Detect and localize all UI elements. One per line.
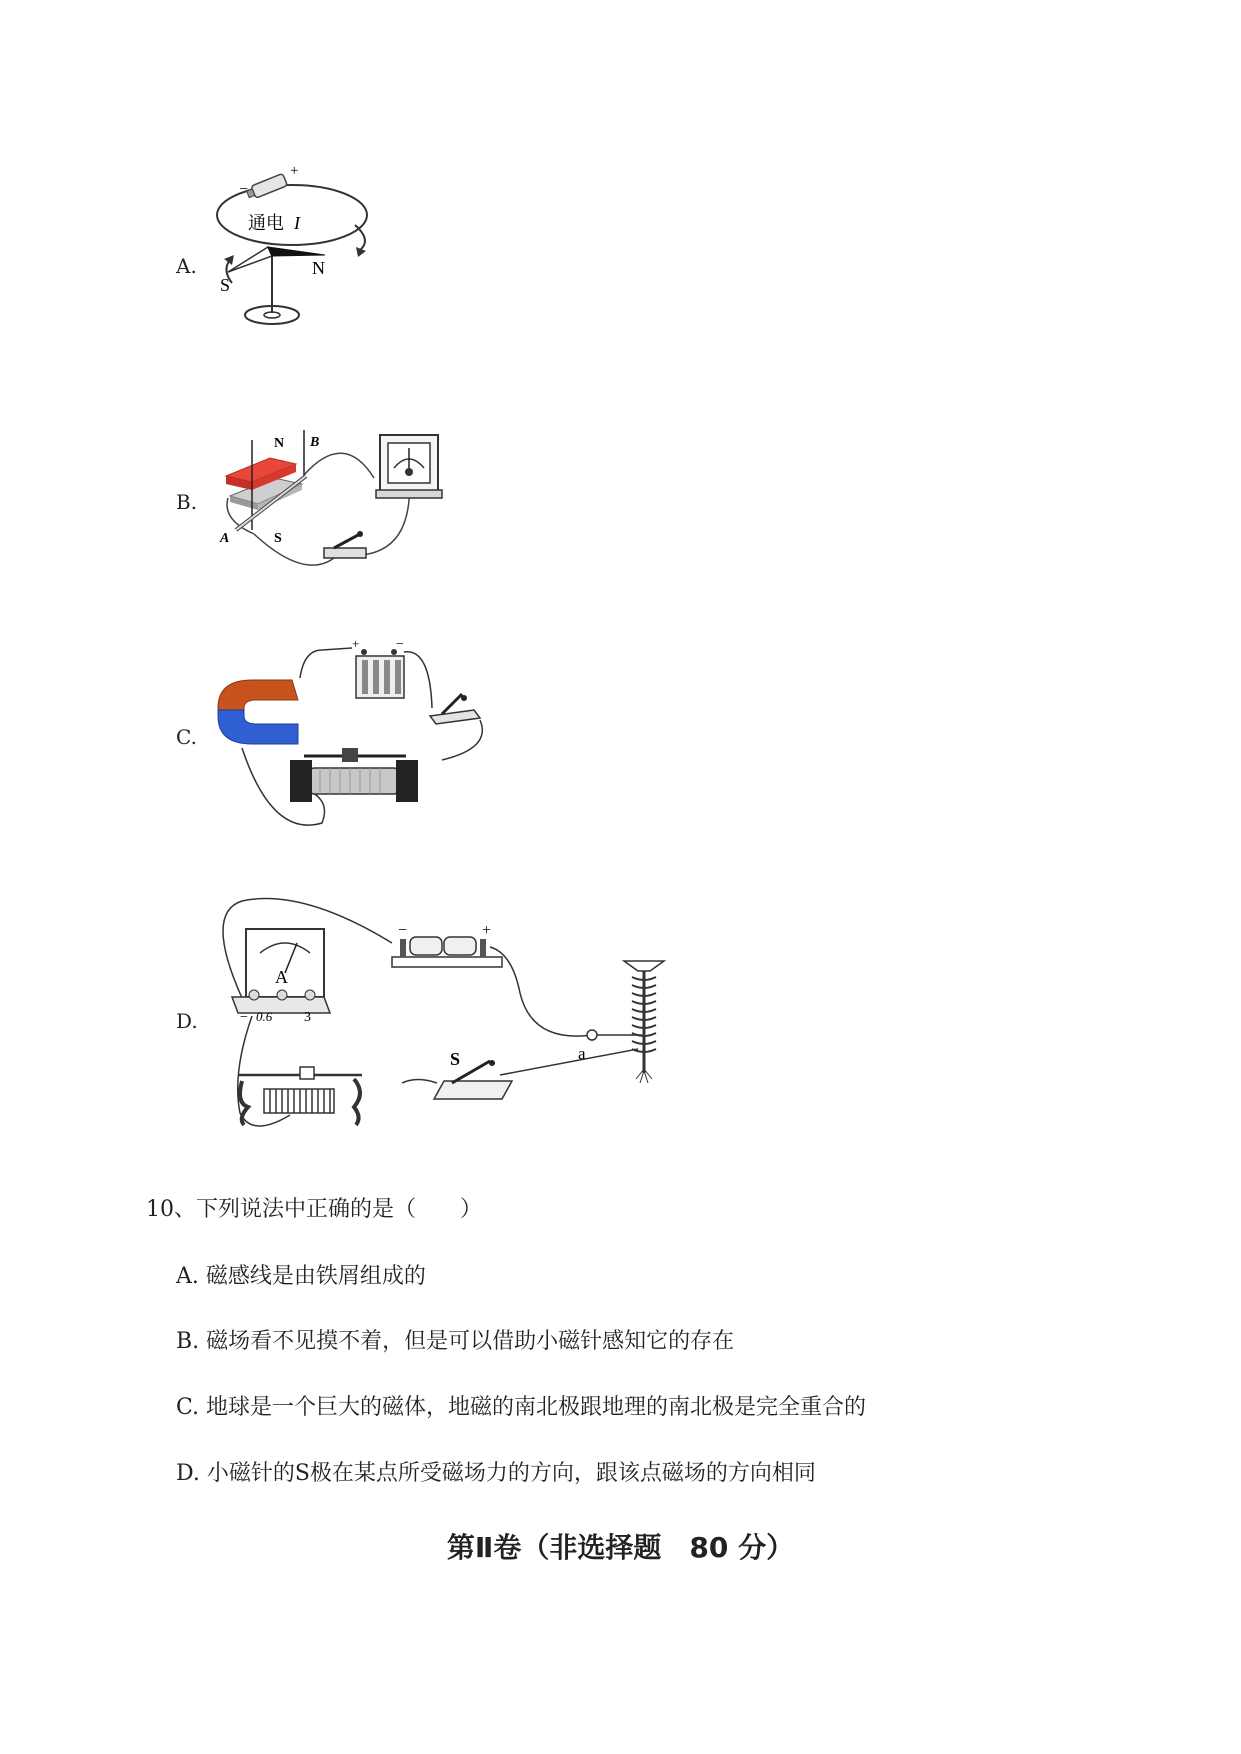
point-a-marker [587, 1030, 597, 1040]
answer-option-c[interactable] [176, 1390, 866, 1421]
point-a-label: a [578, 1044, 586, 1063]
end-a-label: A [220, 531, 230, 546]
plus-sign: + [290, 163, 299, 179]
south-label: S [220, 275, 231, 295]
wire-top [300, 648, 352, 678]
answer-option-b-text: 磁场看不见摸不着，但是可以借助小磁针感知它的存在 [206, 1329, 735, 1354]
u-magnet [218, 680, 298, 744]
needle-south [228, 247, 272, 272]
needle-north [268, 247, 325, 256]
battery-minus: − [396, 638, 404, 652]
terminal-minus: − [240, 1010, 248, 1025]
wire-b [304, 453, 374, 478]
option-d-label[interactable]: D. [176, 1009, 198, 1033]
ammeter-label: A [275, 967, 288, 987]
north-label: N [274, 436, 285, 451]
question-10-text: 10、下列说法中正确的是（ ） [146, 1197, 482, 1222]
answer-option-d[interactable] [176, 1456, 816, 1487]
battery-plus: + [482, 922, 492, 939]
south-label: S [274, 531, 282, 546]
answer-option-c-label: C. [176, 1395, 200, 1420]
option-c-figure [212, 638, 497, 833]
battery-minus: − [398, 922, 408, 939]
answer-option-c-text: 地球是一个巨大的磁体，地磁的南北极跟地理的南北极是完全重合的 [206, 1395, 867, 1420]
north-label: N [312, 258, 325, 278]
switch [430, 694, 480, 724]
terminal-3: 3 [304, 1010, 311, 1025]
galvanometer [376, 435, 442, 498]
option-b-figure [214, 430, 459, 580]
arrow-left [224, 255, 234, 265]
terminal-06: 0.6 [256, 1009, 273, 1024]
minus-sign: − [239, 181, 249, 198]
answer-option-d-label: D. [176, 1461, 200, 1486]
current-symbol: I [294, 213, 300, 233]
option-a-label[interactable]: A. [176, 254, 197, 278]
battery-plus: + [352, 638, 360, 651]
answer-option-a-label: A. [176, 1264, 199, 1289]
switch [434, 1060, 512, 1099]
current-label: 通电 [248, 213, 284, 233]
rheostat [238, 1067, 362, 1125]
rheostat [290, 748, 418, 802]
electromagnet [624, 961, 664, 1083]
answer-option-b-label: B. [176, 1329, 200, 1354]
option-a-figure [210, 155, 375, 365]
answer-option-a[interactable] [176, 1259, 426, 1290]
switch-label: S [450, 1049, 461, 1069]
section-title: 第Ⅱ卷（非选择题 80 分） [446, 1531, 795, 1564]
option-c-label[interactable]: C. [176, 725, 197, 749]
answer-option-d-text: 小磁针的S极在某点所受磁场力的方向，跟该点磁场的方向相同 [206, 1461, 816, 1486]
option-d-figure [212, 893, 672, 1138]
answer-option-b[interactable] [176, 1324, 734, 1355]
battery-box [356, 649, 404, 698]
answer-option-a-text: 磁感线是由铁屑组成的 [205, 1264, 426, 1289]
battery-icon [245, 173, 287, 200]
end-b-label: B [310, 435, 320, 450]
switch [324, 531, 366, 558]
battery-holder [392, 937, 502, 967]
option-b-label[interactable]: B. [176, 490, 198, 514]
